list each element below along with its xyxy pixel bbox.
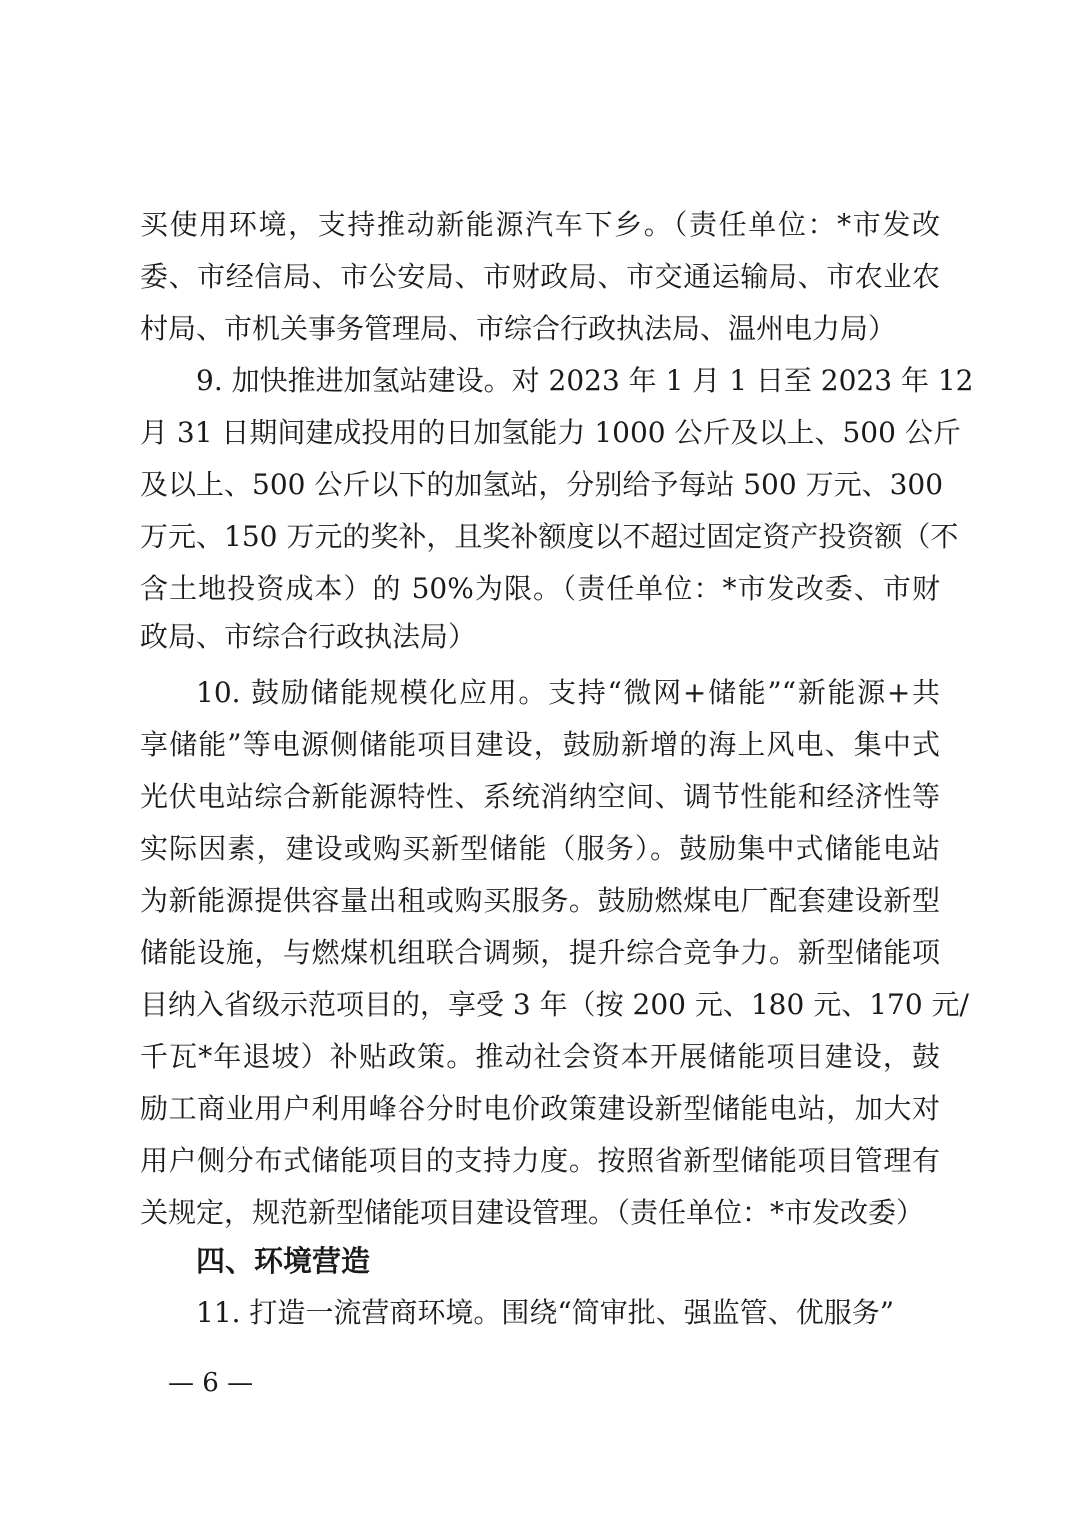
text-line: 用户侧分布式储能项目的支持力度。按照省新型储能项目管理有 (140, 1144, 940, 1177)
text-line: 享储能”等电源侧储能项目建设，鼓励新增的海上风电、集中式 (140, 728, 940, 761)
text-line: 关规定，规范新型储能项目建设管理。（责任单位：*市发改委） (140, 1196, 925, 1229)
text-line: 储能设施，与燃煤机组联合调频，提升综合竞争力。新型储能项 (140, 936, 940, 969)
text-line: 村局、市机关事务管理局、市综合行政执法局、温州电力局） (140, 312, 897, 345)
text-line: 买使用环境，支持推动新能源汽车下乡。（责任单位：*市发改 (140, 208, 940, 241)
text-line: 实际因素，建设或购买新型储能（服务）。鼓励集中式储能电站 (140, 832, 940, 865)
text-line: 励工商业用户利用峰谷分时电价政策建设新型储能电站，加大对 (140, 1092, 940, 1125)
text-line: 政局、市综合行政执法局） (140, 620, 477, 653)
text-line: 及以上、500 公斤以下的加氢站，分别给予每站 500 万元、300 (140, 468, 944, 501)
text-line: 光伏电站综合新能源特性、系统消纳空间、调节性能和经济性等 (140, 780, 940, 813)
text-line: 月 31 日期间建成投用的日加氢能力 1000 公斤及以上、500 公斤 (140, 416, 961, 449)
text-line: 目纳入省级示范项目的，享受 3 年（按 200 元、180 元、170 元/ (140, 988, 969, 1021)
section-heading: 四、环境营造 (196, 1244, 371, 1278)
text-line: 9. 加快推进加氢站建设。对 2023 年 1 月 1 日至 2023 年 12 (196, 364, 974, 397)
page-number: — 6 — (168, 1368, 254, 1398)
text-line: 11. 打造一流营商环境。围绕“简审批、强监管、优服务” (196, 1296, 895, 1329)
text-line: 千瓦*年退坡）补贴政策。推动社会资本开展储能项目建设，鼓 (140, 1040, 940, 1073)
text-line: 万元、150 万元的奖补，且奖补额度以不超过固定资产投资额（不 (140, 520, 959, 553)
text-line: 含土地投资成本）的 50%为限。（责任单位：*市发改委、市财 (140, 572, 940, 605)
text-line: 为新能源提供容量出租或购买服务。鼓励燃煤电厂配套建设新型 (140, 884, 940, 917)
text-line: 10. 鼓励储能规模化应用。支持“微网+储能”“新能源+共 (196, 676, 940, 709)
text-line: 委、市经信局、市公安局、市财政局、市交通运输局、市农业农 (140, 260, 940, 293)
